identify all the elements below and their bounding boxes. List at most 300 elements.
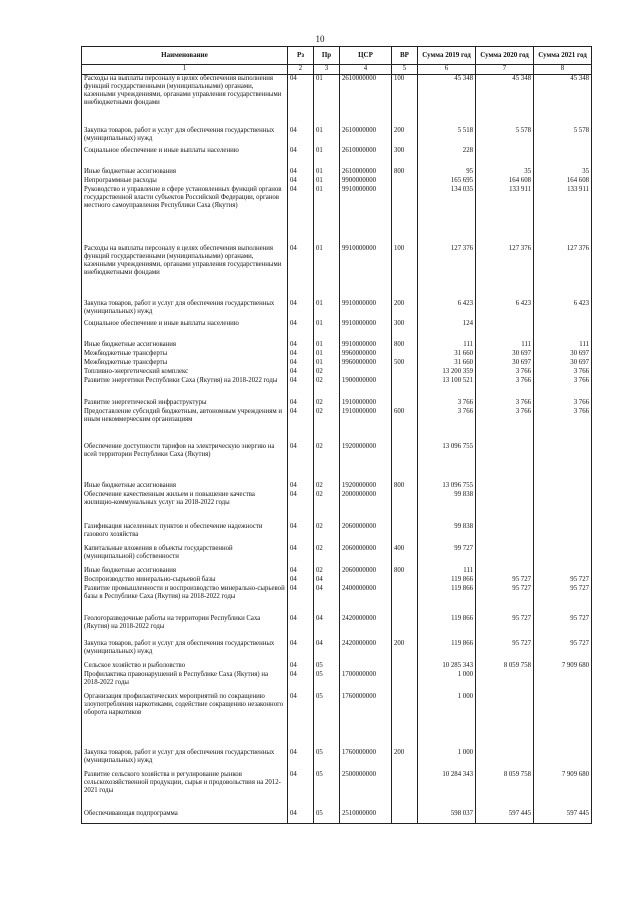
column-number: 4 <box>340 65 392 75</box>
sum-2020-cell: 95 727 <box>476 585 534 615</box>
sum-2021-cell <box>534 482 592 491</box>
sum-2020-cell: 597 445 <box>476 810 534 824</box>
pr-cell: 05 <box>314 693 340 749</box>
vr-cell: 100 <box>392 75 418 127</box>
sum-2021-cell <box>534 567 592 576</box>
table-row <box>82 300 592 320</box>
sum-2019-cell: 31 660 <box>418 359 476 368</box>
table-row <box>82 147 592 168</box>
vr-cell <box>392 177 418 186</box>
row-name-cell: Межбюджетные трансферты <box>82 350 288 359</box>
rz-cell: 04 <box>288 482 314 491</box>
header-cell: Сумма 2021 год <box>534 47 592 65</box>
sum-2019-cell: 13 200 359 <box>418 368 476 377</box>
vr-cell <box>392 576 418 585</box>
sum-2020-cell: 111 <box>476 341 534 350</box>
sum-2020-cell <box>476 491 534 523</box>
row-name-cell: Иные бюджетные ассигнования <box>82 341 288 350</box>
csr-cell: 9910000000 <box>340 341 392 350</box>
csr-cell: 1900000000 <box>340 377 392 399</box>
row-name-cell: Сельское хозяйство и рыболовство <box>82 662 288 671</box>
sum-2021-cell: 164 608 <box>534 177 592 186</box>
sum-2021-cell: 7 909 680 <box>534 662 592 671</box>
sum-2021-cell <box>534 147 592 168</box>
rz-cell: 04 <box>288 127 314 147</box>
table-row <box>82 810 592 824</box>
sum-2019-cell: 13 096 755 <box>418 482 476 491</box>
rz-cell: 04 <box>288 377 314 399</box>
csr-cell: 1920000000 <box>340 443 392 482</box>
sum-2020-cell: 3 766 <box>476 368 534 377</box>
sum-2020-cell: 164 608 <box>476 177 534 186</box>
sum-2019-cell: 124 <box>418 320 476 341</box>
csr-cell <box>340 368 392 377</box>
header-cell: Пр <box>314 47 340 65</box>
row-name-cell: Расходы на выплаты персоналу в целях обеспечения выполнения функций государственными (муниципальными) органами, казенными учреждениями, органами управления государственными внебюджетными фондами <box>82 245 288 300</box>
row-name-cell: Иные бюджетные ассигнования <box>82 482 288 491</box>
sum-2020-cell: 3 766 <box>476 399 534 408</box>
pr-cell: 01 <box>314 75 340 127</box>
sum-2021-cell: 45 348 <box>534 75 592 127</box>
table-row <box>82 350 592 359</box>
sum-2019-cell: 1 000 <box>418 749 476 771</box>
csr-cell: 2610000000 <box>340 168 392 177</box>
pr-cell: 05 <box>314 810 340 824</box>
header-cell: Рз <box>288 47 314 65</box>
table-row <box>82 693 592 749</box>
rz-cell: 04 <box>288 408 314 443</box>
pr-cell: 01 <box>314 186 340 245</box>
pr-cell: 01 <box>314 320 340 341</box>
table-row <box>82 576 592 585</box>
table-row <box>82 127 592 147</box>
csr-cell <box>340 576 392 585</box>
sum-2020-cell: 8 059 758 <box>476 662 534 671</box>
rz-cell: 04 <box>288 567 314 576</box>
sum-2020-cell: 95 727 <box>476 640 534 662</box>
sum-2021-cell: 111 <box>534 341 592 350</box>
table-row <box>82 177 592 186</box>
sum-2019-cell: 111 <box>418 341 476 350</box>
sum-2019-cell: 1 000 <box>418 671 476 693</box>
pr-cell: 01 <box>314 127 340 147</box>
rz-cell: 04 <box>288 245 314 300</box>
header-cell: Наименование <box>82 47 288 65</box>
pr-cell: 02 <box>314 491 340 523</box>
table-row <box>82 567 592 576</box>
rz-cell: 04 <box>288 810 314 824</box>
row-name-cell: Иные бюджетные ассигнования <box>82 567 288 576</box>
sum-2021-cell <box>534 523 592 545</box>
row-name-cell: Воспроизводство минерально-сырьевой базы <box>82 576 288 585</box>
vr-cell <box>392 693 418 749</box>
sum-2020-cell: 127 376 <box>476 245 534 300</box>
header-cell: Сумма 2019 год <box>418 47 476 65</box>
vr-cell <box>392 662 418 671</box>
table-row <box>82 482 592 491</box>
pr-cell: 05 <box>314 771 340 810</box>
vr-cell <box>392 443 418 482</box>
vr-cell <box>392 615 418 640</box>
sum-2021-cell: 127 376 <box>534 245 592 300</box>
csr-cell: 2420000000 <box>340 615 392 640</box>
vr-cell: 500 <box>392 359 418 368</box>
vr-cell: 300 <box>392 147 418 168</box>
csr-cell: 2510000000 <box>340 810 392 824</box>
sum-2020-cell <box>476 567 534 576</box>
vr-cell <box>392 350 418 359</box>
sum-2021-cell: 95 727 <box>534 640 592 662</box>
sum-2020-cell <box>476 443 534 482</box>
sum-2019-cell: 45 348 <box>418 75 476 127</box>
csr-cell: 1910000000 <box>340 408 392 443</box>
column-number: 1 <box>82 65 288 75</box>
pr-cell: 05 <box>314 662 340 671</box>
page-number: 10 <box>315 34 325 44</box>
vr-cell: 600 <box>392 408 418 443</box>
row-name-cell: Закупка товаров, работ и услуг для обеспечения государственных (муниципальных) нужд <box>82 640 288 662</box>
sum-2020-cell <box>476 749 534 771</box>
pr-cell: 04 <box>314 585 340 615</box>
row-name-cell: Закупка товаров, работ и услуг для обеспечения государственных (муниципальных) нужд <box>82 127 288 147</box>
rz-cell: 04 <box>288 177 314 186</box>
csr-cell: 2610000000 <box>340 147 392 168</box>
sum-2021-cell <box>534 693 592 749</box>
pr-cell: 05 <box>314 671 340 693</box>
pr-cell: 01 <box>314 359 340 368</box>
sum-2019-cell: 99 838 <box>418 491 476 523</box>
rz-cell: 04 <box>288 399 314 408</box>
row-name-cell: Организация профилактических мероприятий по сокращению злоупотребления наркотиками, содействие сокращению незаконного оборота наркотиков <box>82 693 288 749</box>
table-row <box>82 662 592 671</box>
table-row <box>82 771 592 810</box>
rz-cell: 04 <box>288 341 314 350</box>
row-name-cell: Геологоразведочные работы на территории Республики Саха (Якутия) на 2018-2022 годы <box>82 615 288 640</box>
csr-cell <box>340 662 392 671</box>
sum-2020-cell <box>476 523 534 545</box>
sum-2019-cell: 95 <box>418 168 476 177</box>
pr-cell: 01 <box>314 245 340 300</box>
sum-2020-cell: 3 766 <box>476 408 534 443</box>
sum-2019-cell: 3 766 <box>418 408 476 443</box>
rz-cell: 04 <box>288 350 314 359</box>
pr-cell: 01 <box>314 147 340 168</box>
vr-cell: 100 <box>392 245 418 300</box>
rz-cell: 04 <box>288 662 314 671</box>
sum-2019-cell: 10 285 343 <box>418 662 476 671</box>
sum-2020-cell: 95 727 <box>476 615 534 640</box>
csr-cell: 2060000000 <box>340 567 392 576</box>
vr-cell: 400 <box>392 545 418 567</box>
rz-cell: 04 <box>288 545 314 567</box>
sum-2020-cell: 30 697 <box>476 350 534 359</box>
row-name-cell: Закупка товаров, работ и услуг для обеспечения государственных (муниципальных) нужд <box>82 300 288 320</box>
pr-cell: 02 <box>314 368 340 377</box>
pr-cell: 02 <box>314 545 340 567</box>
sum-2020-cell: 6 423 <box>476 300 534 320</box>
sum-2021-cell: 3 766 <box>534 408 592 443</box>
pr-cell: 02 <box>314 443 340 482</box>
budget-table <box>81 46 592 824</box>
table-row <box>82 615 592 640</box>
sum-2019-cell: 5 518 <box>418 127 476 147</box>
sum-2020-cell: 5 578 <box>476 127 534 147</box>
sum-2021-cell <box>534 320 592 341</box>
column-number: 3 <box>314 65 340 75</box>
row-name-cell: Закупка товаров, работ и услуг для обеспечения государственных (муниципальных) нужд <box>82 749 288 771</box>
row-name-cell: Непрограммные расходы <box>82 177 288 186</box>
row-name-cell: Социальное обеспечение и иные выплаты населению <box>82 320 288 341</box>
header-cell: ЦСР <box>340 47 392 65</box>
sum-2020-cell: 45 348 <box>476 75 534 127</box>
rz-cell: 04 <box>288 585 314 615</box>
column-number: 5 <box>392 65 418 75</box>
vr-cell: 200 <box>392 127 418 147</box>
vr-cell <box>392 810 418 824</box>
sum-2021-cell <box>534 443 592 482</box>
pr-cell: 02 <box>314 399 340 408</box>
pr-cell: 02 <box>314 408 340 443</box>
table-row <box>82 341 592 350</box>
row-name-cell: Обеспечение доступности тарифов на электрическую энергию на всей территории Республики Саха (Якутия) <box>82 443 288 482</box>
csr-cell: 1760000000 <box>340 749 392 771</box>
sum-2020-cell: 35 <box>476 168 534 177</box>
sum-2019-cell: 3 766 <box>418 399 476 408</box>
row-name-cell: Социальное обеспечение и иные выплаты населению <box>82 147 288 168</box>
sum-2019-cell: 31 660 <box>418 350 476 359</box>
pr-cell: 01 <box>314 300 340 320</box>
sum-2021-cell <box>534 671 592 693</box>
sum-2021-cell: 95 727 <box>534 615 592 640</box>
csr-cell: 2500000000 <box>340 771 392 810</box>
sum-2019-cell: 127 376 <box>418 245 476 300</box>
rz-cell: 04 <box>288 771 314 810</box>
pr-cell: 02 <box>314 567 340 576</box>
sum-2021-cell <box>534 749 592 771</box>
rz-cell: 04 <box>288 523 314 545</box>
column-number-row <box>82 65 592 75</box>
csr-cell: 2060000000 <box>340 523 392 545</box>
sum-2020-cell <box>476 671 534 693</box>
table-row <box>82 491 592 523</box>
sum-2021-cell <box>534 545 592 567</box>
sum-2021-cell: 3 766 <box>534 399 592 408</box>
vr-cell <box>392 186 418 245</box>
sum-2019-cell: 228 <box>418 147 476 168</box>
sum-2019-cell: 13 100 521 <box>418 377 476 399</box>
csr-cell: 1700000000 <box>340 671 392 693</box>
vr-cell: 200 <box>392 640 418 662</box>
rz-cell: 04 <box>288 671 314 693</box>
rz-cell: 04 <box>288 491 314 523</box>
sum-2020-cell: 3 766 <box>476 377 534 399</box>
pr-cell: 04 <box>314 615 340 640</box>
csr-cell: 9910000000 <box>340 245 392 300</box>
sum-2019-cell: 134 035 <box>418 186 476 245</box>
csr-cell: 1760000000 <box>340 693 392 749</box>
sum-2019-cell: 99 838 <box>418 523 476 545</box>
row-name-cell: Расходы на выплаты персоналу в целях обеспечения выполнения функций государственными (муниципальными) органами, казенными учреждениями, органами управления государственными внебюджетными фондами <box>82 75 288 127</box>
sum-2019-cell: 6 423 <box>418 300 476 320</box>
table-row <box>82 585 592 615</box>
sum-2021-cell: 95 727 <box>534 585 592 615</box>
sum-2019-cell: 1 000 <box>418 693 476 749</box>
sum-2019-cell: 111 <box>418 567 476 576</box>
pr-cell: 04 <box>314 640 340 662</box>
rz-cell: 04 <box>288 749 314 771</box>
column-number: 7 <box>476 65 534 75</box>
vr-cell <box>392 671 418 693</box>
sum-2020-cell <box>476 693 534 749</box>
vr-cell <box>392 368 418 377</box>
table-row <box>82 186 592 245</box>
rz-cell: 04 <box>288 368 314 377</box>
csr-cell: 2610000000 <box>340 75 392 127</box>
table-row <box>82 640 592 662</box>
row-name-cell: Развитие энергетической инфраструктуры <box>82 399 288 408</box>
row-name-cell: Межбюджетные трансферты <box>82 359 288 368</box>
row-name-cell: Обеспечивающая подпрограмма <box>82 810 288 824</box>
sum-2019-cell: 13 096 755 <box>418 443 476 482</box>
sum-2021-cell: 597 445 <box>534 810 592 824</box>
sum-2021-cell: 7 909 680 <box>534 771 592 810</box>
rz-cell: 04 <box>288 300 314 320</box>
header-cell: ВР <box>392 47 418 65</box>
pr-cell: 02 <box>314 482 340 491</box>
sum-2021-cell: 6 423 <box>534 300 592 320</box>
row-name-cell: Профилактика правонарушений в Республике Саха (Якутия) на 2018-2022 годы <box>82 671 288 693</box>
table-row <box>82 443 592 482</box>
table-row <box>82 359 592 368</box>
rz-cell: 04 <box>288 359 314 368</box>
rz-cell: 04 <box>288 693 314 749</box>
row-name-cell: Капитальные вложения в объекты государственной (муниципальной) собственности <box>82 545 288 567</box>
sum-2021-cell: 3 766 <box>534 377 592 399</box>
table-row <box>82 368 592 377</box>
vr-cell <box>392 523 418 545</box>
sum-2020-cell <box>476 320 534 341</box>
pr-cell: 01 <box>314 350 340 359</box>
sum-2019-cell: 10 284 343 <box>418 771 476 810</box>
table-row <box>82 168 592 177</box>
vr-cell: 300 <box>392 320 418 341</box>
sum-2021-cell: 35 <box>534 168 592 177</box>
rz-cell: 04 <box>288 443 314 482</box>
vr-cell: 800 <box>392 168 418 177</box>
sum-2019-cell: 119 866 <box>418 585 476 615</box>
sum-2019-cell: 119 866 <box>418 576 476 585</box>
table-row <box>82 671 592 693</box>
csr-cell: 1920000000 <box>340 482 392 491</box>
column-number: 8 <box>534 65 592 75</box>
vr-cell <box>392 585 418 615</box>
csr-cell: 2420000000 <box>340 640 392 662</box>
table-row <box>82 399 592 408</box>
csr-cell: 9910000000 <box>340 300 392 320</box>
rz-cell: 04 <box>288 168 314 177</box>
header-row <box>82 47 592 65</box>
column-number: 6 <box>418 65 476 75</box>
csr-cell: 9960000000 <box>340 359 392 368</box>
rz-cell: 04 <box>288 640 314 662</box>
csr-cell: 9910000000 <box>340 320 392 341</box>
vr-cell: 200 <box>392 749 418 771</box>
vr-cell: 200 <box>392 300 418 320</box>
csr-cell: 9900000000 <box>340 177 392 186</box>
rz-cell: 04 <box>288 615 314 640</box>
sum-2021-cell <box>534 491 592 523</box>
table-row <box>82 75 592 127</box>
vr-cell: 800 <box>392 482 418 491</box>
sum-2021-cell: 30 697 <box>534 359 592 368</box>
sum-2019-cell: 119 866 <box>418 640 476 662</box>
pr-cell: 05 <box>314 749 340 771</box>
header-cell: Сумма 2020 год <box>476 47 534 65</box>
table-row <box>82 320 592 341</box>
table-row <box>82 545 592 567</box>
row-name-cell: Развитие промышленности и воспроизводство минерально-сырьевой базы в Республике Саха (Якутия) на 2018-2022 годы <box>82 585 288 615</box>
pr-cell: 02 <box>314 523 340 545</box>
vr-cell: 800 <box>392 567 418 576</box>
csr-cell: 2610000000 <box>340 127 392 147</box>
sum-2020-cell: 133 911 <box>476 186 534 245</box>
row-name-cell: Газификация населенных пунктов и обеспечение надежности газового хозяйства <box>82 523 288 545</box>
csr-cell: 2000000000 <box>340 491 392 523</box>
csr-cell: 9960000000 <box>340 350 392 359</box>
pr-cell: 04 <box>314 576 340 585</box>
sum-2019-cell: 165 695 <box>418 177 476 186</box>
sum-2021-cell: 133 911 <box>534 186 592 245</box>
sum-2021-cell: 5 578 <box>534 127 592 147</box>
sum-2020-cell <box>476 147 534 168</box>
table-body <box>82 75 592 824</box>
sum-2020-cell: 95 727 <box>476 576 534 585</box>
vr-cell: 800 <box>392 341 418 350</box>
row-name-cell: Топливно-энергетический комплекс <box>82 368 288 377</box>
sum-2019-cell: 119 866 <box>418 615 476 640</box>
row-name-cell: Предоставление субсидий бюджетным, автономным учреждениям и иным некоммерческим организациям <box>82 408 288 443</box>
sum-2020-cell <box>476 545 534 567</box>
sum-2021-cell: 95 727 <box>534 576 592 585</box>
sum-2019-cell: 598 037 <box>418 810 476 824</box>
sum-2020-cell: 30 697 <box>476 359 534 368</box>
rz-cell: 04 <box>288 75 314 127</box>
column-number: 2 <box>288 65 314 75</box>
sum-2021-cell: 3 766 <box>534 368 592 377</box>
row-name-cell: Руководство и управление в сфере установленных функций органов государственной власти субъектов Российской Федерации, органов местного самоуправления Республики Саха (Якутия) <box>82 186 288 245</box>
csr-cell: 2400000000 <box>340 585 392 615</box>
row-name-cell: Обеспечение качественным жильем и повышение качества жилищно-коммунальных услуг на 2018-2022 годы <box>82 491 288 523</box>
rz-cell: 04 <box>288 186 314 245</box>
table-row <box>82 377 592 399</box>
vr-cell <box>392 491 418 523</box>
sum-2019-cell: 99 727 <box>418 545 476 567</box>
table-row <box>82 245 592 300</box>
rz-cell: 04 <box>288 147 314 168</box>
vr-cell <box>392 771 418 810</box>
table-row <box>82 523 592 545</box>
vr-cell <box>392 399 418 408</box>
pr-cell: 02 <box>314 377 340 399</box>
csr-cell: 9910000000 <box>340 186 392 245</box>
row-name-cell: Развитие сельского хозяйства и регулирование рынков сельскохозяйственной продукции, сырья и продовольствия на 2012-2021 годы <box>82 771 288 810</box>
pr-cell: 01 <box>314 168 340 177</box>
row-name-cell: Развитие энергетики Республики Саха (Якутия) на 2018-2022 годы <box>82 377 288 399</box>
sum-2021-cell: 30 697 <box>534 350 592 359</box>
row-name-cell: Иные бюджетные ассигнования <box>82 168 288 177</box>
pr-cell: 01 <box>314 341 340 350</box>
csr-cell: 2060000000 <box>340 545 392 567</box>
